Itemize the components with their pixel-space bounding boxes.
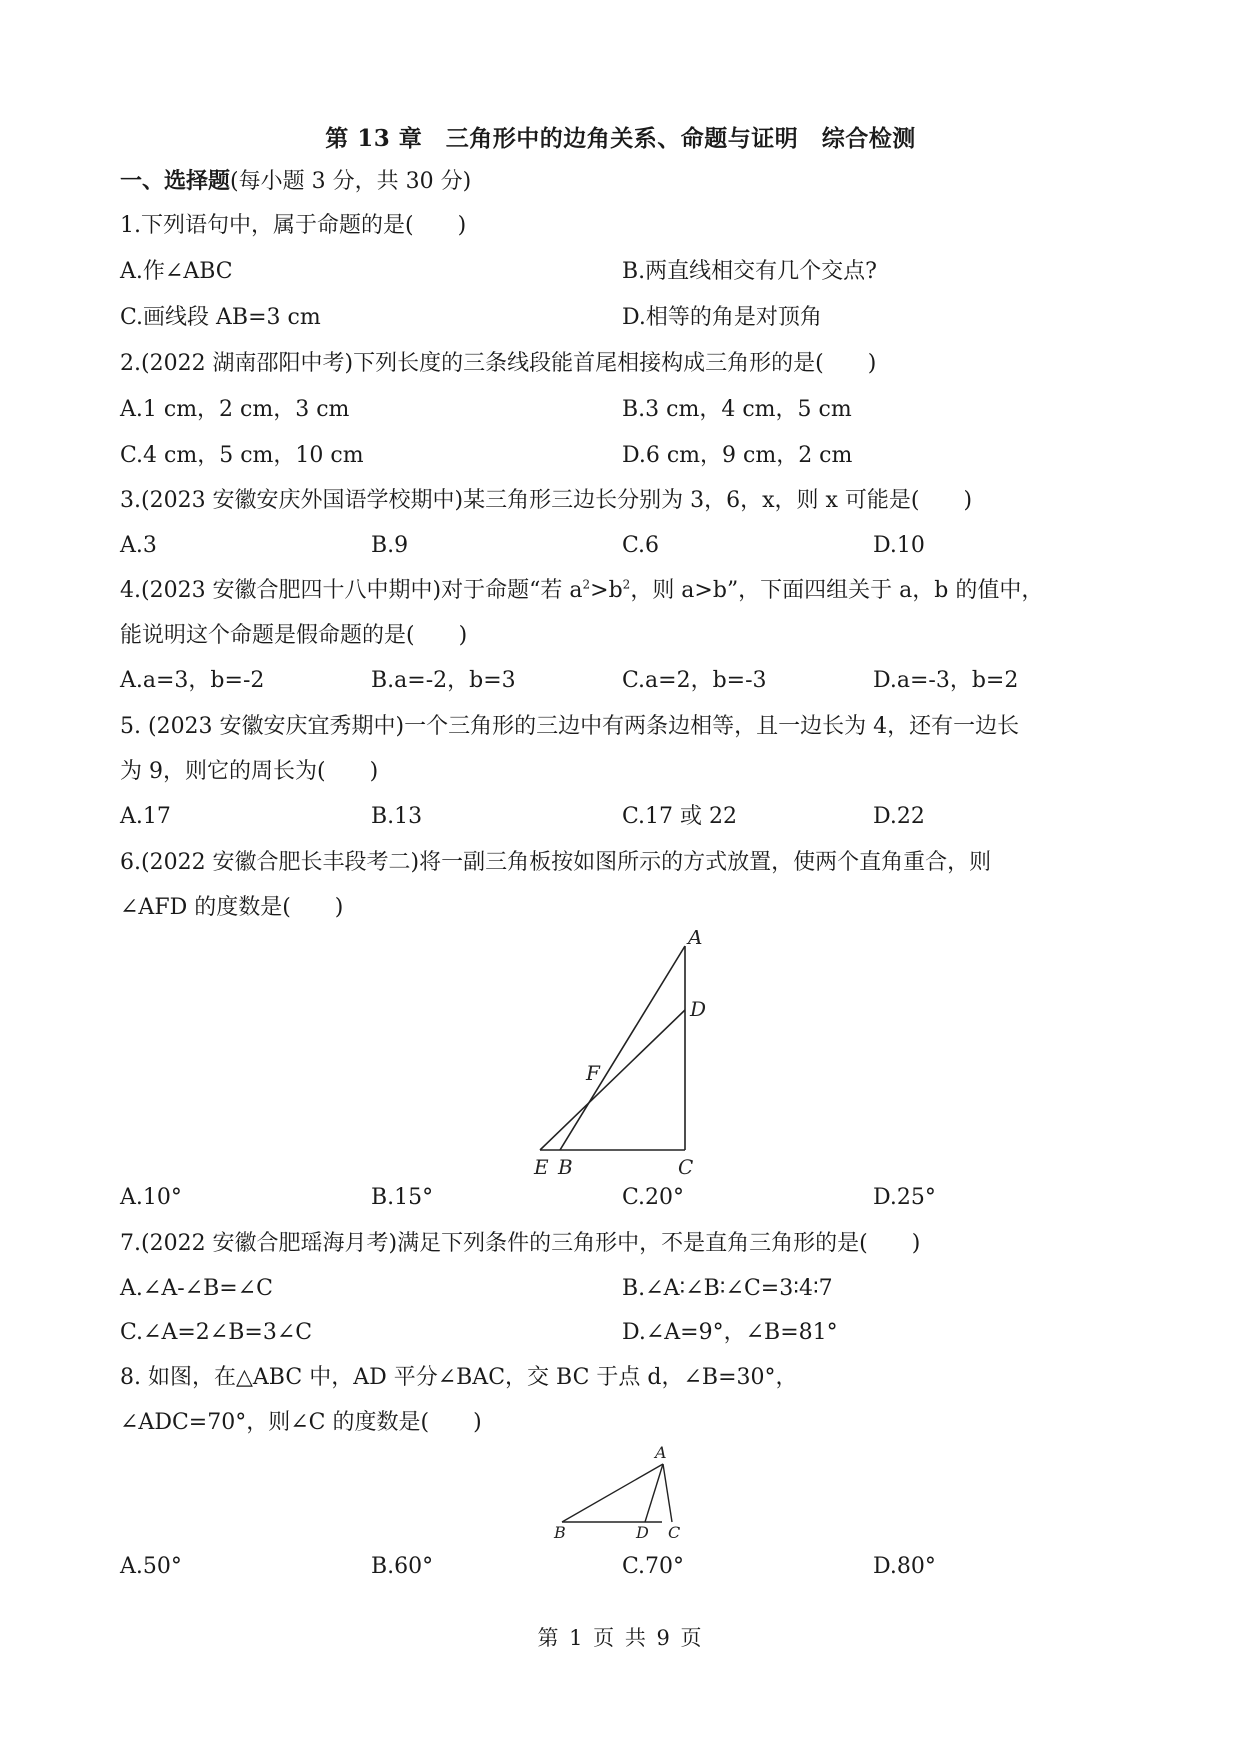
q1-option-a: A.作∠ABC xyxy=(120,259,233,284)
q8-option-c: C.70° xyxy=(622,1554,685,1579)
segment-ba xyxy=(560,946,685,1150)
q4-option-a: A.a=3，b=-2 xyxy=(120,668,265,693)
label-e: E xyxy=(534,1155,549,1179)
q2-option-b: B.3 cm，4 cm，5 cm xyxy=(622,397,852,422)
q7-option-a: A.∠A-∠B=∠C xyxy=(120,1276,273,1301)
q4-stem-pre: 4.(2023 安徽合肥四十八中期中)对于命题“若 a xyxy=(120,578,583,603)
label-a: A xyxy=(688,930,703,949)
q7-stem: 7.(2022 安徽合肥瑶海月考)满足下列条件的三角形中，不是直角三角形的是( ) xyxy=(120,1231,921,1256)
q8-stem-line2: ∠ADC=70°，则∠C 的度数是( ) xyxy=(120,1410,482,1435)
q8-option-b: B.60° xyxy=(371,1554,434,1579)
label-b: B xyxy=(554,1523,566,1540)
label-f: F xyxy=(586,1061,600,1085)
q4-stem-line2: 能说明这个命题是假命题的是( ) xyxy=(120,623,468,648)
q5-stem: 5. (2023 安徽安庆宜秀期中)一个三角形的三边中有两条边相等，且一边长为 4，还有一边长 xyxy=(120,714,1020,739)
q3-option-d: D.10 xyxy=(873,533,925,558)
q8-stem: 8. 如图，在△ABC 中，AD 平分∠BAC，交 BC 于点 d，∠B=30°， xyxy=(120,1365,798,1390)
q1-option-b: B.两直线相交有几个交点? xyxy=(622,259,877,284)
segment-ed xyxy=(540,1010,685,1150)
section-note: (每小题 3 分，共 30 分) xyxy=(230,169,472,194)
q6-option-a: A.10° xyxy=(120,1185,182,1210)
q6-stem: 6.(2022 安徽合肥长丰段考二)将一副三角板按如图所示的方式放置，使两个直角重合，则 xyxy=(120,850,992,875)
q6-option-b: B.15° xyxy=(371,1185,434,1210)
label-b: B xyxy=(558,1155,573,1179)
q8-figure xyxy=(550,1440,690,1540)
page-footer: 第 1 页 共 9 页 xyxy=(537,1626,704,1650)
q4-stem-post: ，则 a>b”，下面四组关于 a，b 的值中， xyxy=(630,578,1044,603)
q7-option-c: C.∠A=2∠B=3∠C xyxy=(120,1320,313,1345)
q2-option-a: A.1 cm，2 cm，3 cm xyxy=(120,397,350,422)
q4-exponent-2: 2 xyxy=(622,577,631,592)
section-label: 一、选择题 xyxy=(120,168,231,194)
q7-option-d: D.∠A=9°，∠B=81° xyxy=(622,1320,838,1345)
q5-option-a: A.17 xyxy=(120,804,171,829)
q1-stem: 1.下列语句中，属于命题的是( ) xyxy=(120,213,467,238)
section-heading xyxy=(120,166,471,197)
q4-option-c: C.a=2，b=-3 xyxy=(622,668,767,693)
label-d: D xyxy=(636,1523,649,1540)
q3-option-b: B.9 xyxy=(371,533,409,558)
triangle-abc-diagram xyxy=(550,1440,690,1540)
q5-option-b: B.13 xyxy=(371,804,423,829)
q6-option-d: D.25° xyxy=(873,1185,936,1210)
page-title: 第 13 章 三角形中的边角关系、命题与证明 综合检测 xyxy=(325,125,916,152)
label-d: D xyxy=(690,997,707,1021)
q4-stem-mid: >b xyxy=(590,578,623,603)
q6-stem-line2: ∠AFD 的度数是( ) xyxy=(120,895,344,920)
q6-option-c: C.20° xyxy=(622,1185,685,1210)
q5-stem-line2: 为 9，则它的周长为( ) xyxy=(120,759,379,784)
q6-figure xyxy=(520,930,720,1180)
q4-option-b: B.a=-2，b=3 xyxy=(371,668,516,693)
q4-option-d: D.a=-3，b=2 xyxy=(873,668,1019,693)
q2-option-d: D.6 cm，9 cm，2 cm xyxy=(622,443,853,468)
triangle-set-diagram xyxy=(520,930,720,1180)
segment-ac xyxy=(663,1464,672,1522)
q2-option-c: C.4 cm，5 cm，10 cm xyxy=(120,443,364,468)
q3-option-c: C.6 xyxy=(622,533,660,558)
q3-stem: 3.(2023 安徽安庆外国语学校期中)某三角形三边长分别为 3，6，x，则 x 可能是( ) xyxy=(120,488,973,513)
q4-stem xyxy=(120,576,1043,606)
label-c: C xyxy=(668,1523,681,1540)
q8-option-a: A.50° xyxy=(120,1554,182,1579)
q2-stem: 2.(2022 湖南邵阳中考)下列长度的三条线段能首尾相接构成三角形的是( ) xyxy=(120,351,877,376)
q7-option-b: B.∠A∶∠B∶∠C=3∶4∶7 xyxy=(622,1276,833,1301)
q3-option-a: A.3 xyxy=(120,533,157,558)
q5-option-d: D.22 xyxy=(873,804,925,829)
q1-option-c: C.画线段 AB=3 cm xyxy=(120,305,321,330)
q8-option-d: D.80° xyxy=(873,1554,936,1579)
q5-option-c: C.17 或 22 xyxy=(622,804,738,829)
q1-option-d: D.相等的角是对顶角 xyxy=(622,305,822,330)
label-c: C xyxy=(678,1155,694,1179)
q4-exponent-1: 2 xyxy=(582,577,591,592)
label-a: A xyxy=(655,1443,667,1462)
